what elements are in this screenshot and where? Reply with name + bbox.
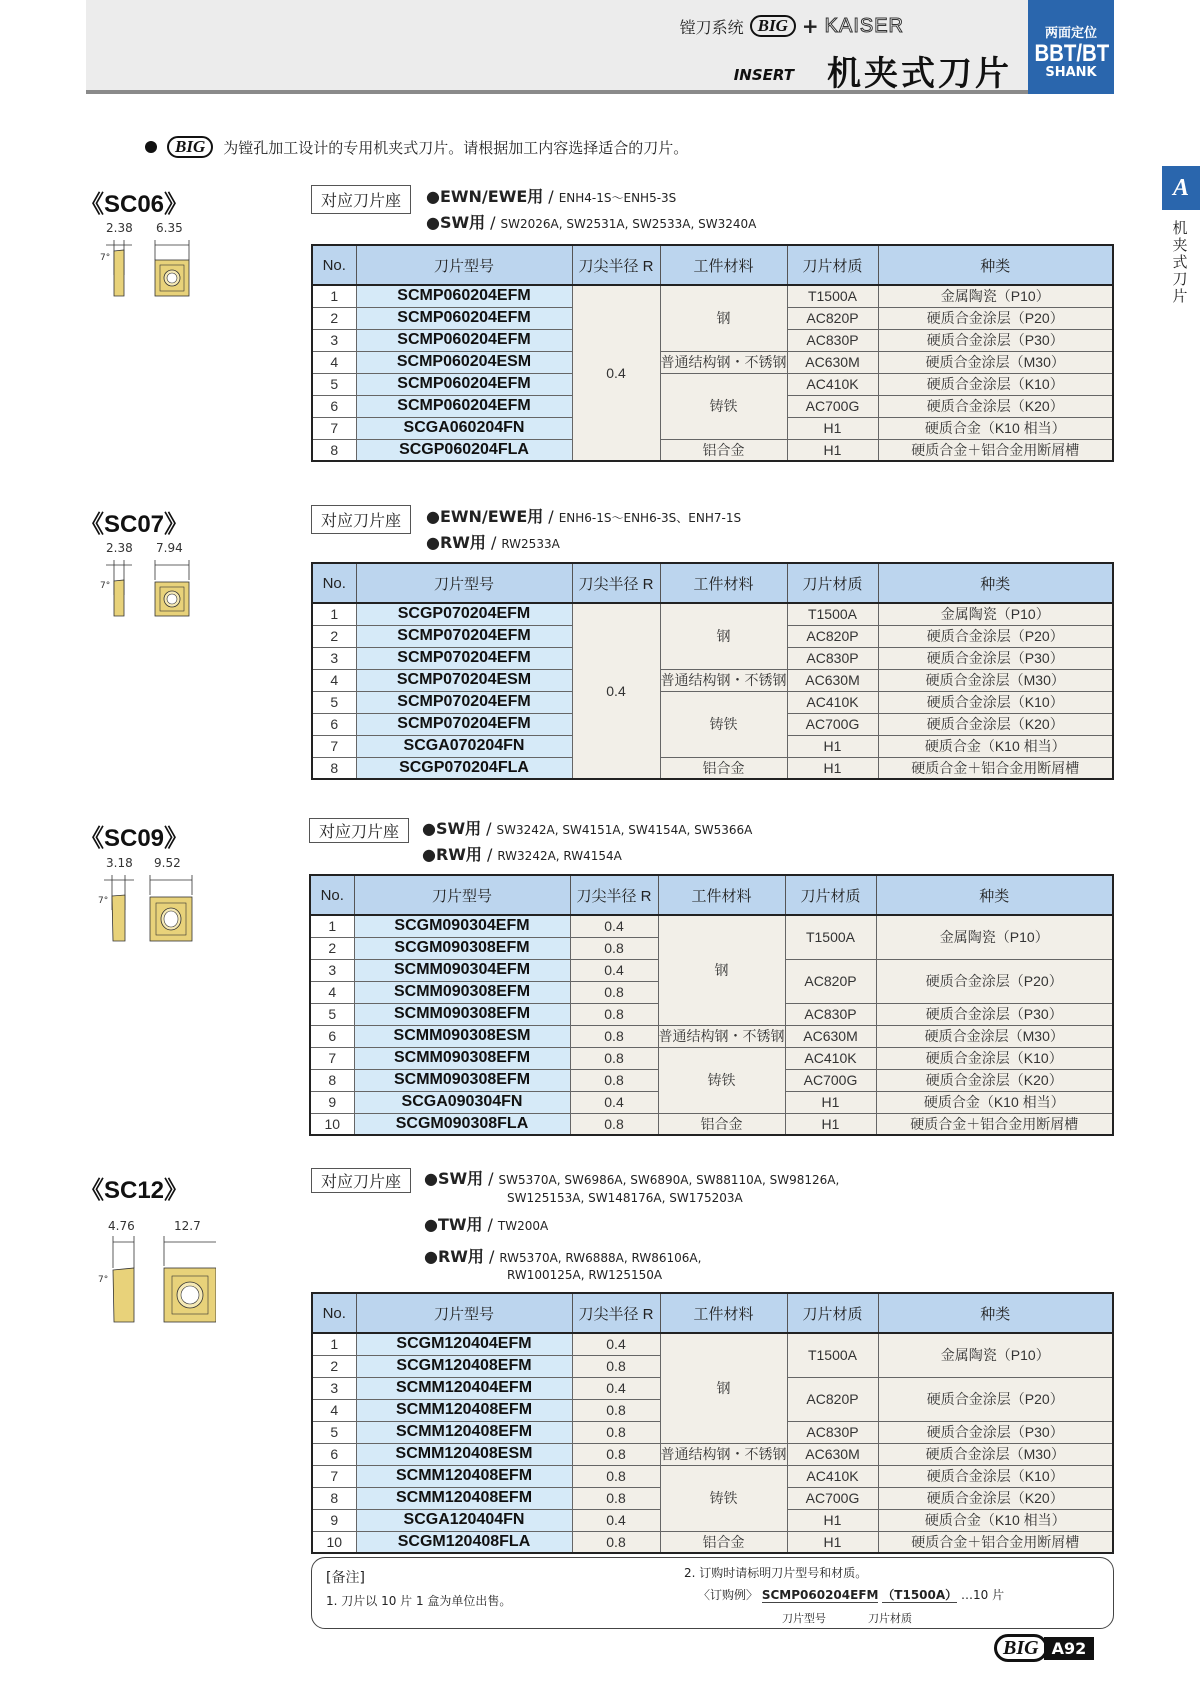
svg-text:7°: 7° <box>100 581 111 591</box>
svg-text:2.38: 2.38 <box>106 221 133 235</box>
example-prefix: 〈订购例〉 <box>698 1588 759 1602</box>
holder-sw: ●SW用 / SW2026A, SW2531A, SW2533A, SW3240A <box>426 213 757 232</box>
table-row: 8 SCMM120408EFM 0.8 AC700G 硬质合金涂层（K20） <box>312 1487 1113 1509</box>
label-model: 刀片型号 <box>782 1612 826 1625</box>
example-grade: （T1500A） <box>882 1588 958 1602</box>
notes-box <box>311 1557 1114 1629</box>
svg-text:2.38: 2.38 <box>106 541 133 555</box>
section-title: 《SC12》 <box>80 1177 189 1204</box>
insert-table-sc06 <box>311 244 1114 462</box>
svg-text:4.76: 4.76 <box>108 1219 135 1233</box>
table-row: 6 SCMM090308ESM 0.8 普通结构钢・不锈钢 AC630M 硬质合金涂层（M30） <box>310 1025 1113 1047</box>
big-logo: BIG <box>994 1634 1048 1662</box>
badge-line1: 两面定位 <box>1044 26 1097 41</box>
insert-table-sc07 <box>311 562 1114 780</box>
svg-text:7°: 7° <box>98 896 109 906</box>
notes-title: [备注] <box>326 1570 365 1586</box>
table-header-row: No. 刀片型号 刀尖半径 R 工件材料 刀片材质 种类 <box>312 563 1113 603</box>
holder-label: 对应刀片座 <box>311 1168 411 1193</box>
table-row: 5 SCMP070204EFM 铸铁 AC410K 硬质合金涂层（K10） <box>312 691 1113 713</box>
big-logo: BIG <box>167 136 213 158</box>
table-row: 2 SCGM120408EFM 0.8 <box>312 1355 1113 1377</box>
page-title: 机夹式刀片 <box>827 54 1012 94</box>
table-header-row: No. 刀片型号 刀尖半径 R 工件材料 刀片材质 种类 <box>312 245 1113 285</box>
table-row: 7 SCMM120408EFM 0.8 铸铁 AC410K 硬质合金涂层（K10） <box>312 1465 1113 1487</box>
table-row: 7 SCGA060204FN H1 硬质合金（K10 相当） <box>312 417 1113 439</box>
header-insert-label: INSERT <box>733 66 794 84</box>
header-system-label: 镗刀系统 <box>679 17 744 37</box>
table-row: 3 SCMM090304EFM 0.4 AC820P 硬质合金涂层（P20） <box>310 959 1113 981</box>
order-example <box>698 1586 1004 1603</box>
table-row: 2 SCMP060204EFM AC820P 硬质合金涂层（P20） <box>312 307 1113 329</box>
table-row: 6 SCMP060204EFM AC700G 硬质合金涂层（K20） <box>312 395 1113 417</box>
bullet-icon <box>145 141 157 153</box>
table-row: 6 SCMP070204EFM AC700G 硬质合金涂层（K20） <box>312 713 1113 735</box>
badge-line2: BBT/BT <box>1034 40 1110 67</box>
insert-table-sc12 <box>311 1292 1114 1554</box>
big-logo: BIG <box>750 15 796 37</box>
intro-line <box>145 136 688 158</box>
table-row: 4 SCMM090308EFM 0.8 <box>310 981 1113 1003</box>
plus-sign: + <box>801 14 819 38</box>
note-1: 1. 刀片以 10 片 1 盒为单位出售。 <box>326 1594 512 1608</box>
kaiser-logo: KAISER <box>824 14 904 37</box>
note-2: 2. 订购时请标明刀片型号和材质。 <box>684 1566 868 1580</box>
table-row: 4 SCMM120408EFM 0.8 <box>312 1399 1113 1421</box>
table-header-row: No. 刀片型号 刀尖半径 R 工件材料 刀片材质 种类 <box>312 1293 1113 1333</box>
chapter-tab[interactable]: A <box>1162 166 1200 210</box>
table-row: 9 SCGA120404FN 0.4 H1 硬质合金（K10 相当） <box>312 1509 1113 1531</box>
label-grade: 刀片材质 <box>868 1612 912 1625</box>
table-row: 7 SCMM090308EFM 0.8 铸铁 AC410K 硬质合金涂层（K10） <box>310 1047 1113 1069</box>
insert-diagram-icon <box>86 1218 216 1328</box>
table-row: 3 SCMP060204EFM AC830P 硬质合金涂层（P30） <box>312 329 1113 351</box>
table-row: 3 SCMM120404EFM 0.4 AC820P 硬质合金涂层（P20） <box>312 1377 1113 1399</box>
holder-rw: ●RW用 / RW2533A <box>426 533 560 552</box>
table-header-row: No. 刀片型号 刀尖半径 R 工件材料 刀片材质 种类 <box>310 875 1113 915</box>
table-row: 1 SCMP060204EFM 0.4 钢 T1500A 金属陶瓷（P10） <box>312 285 1113 307</box>
section-title: 《SC06》 <box>80 191 189 218</box>
table-row: 8 SCGP070204FLA 铝合金 H1 硬质合金＋铝合金用断屑槽 <box>312 757 1113 779</box>
svg-text:6.35: 6.35 <box>156 221 183 235</box>
table-row: 8 SCMM090308EFM 0.8 AC700G 硬质合金涂层（K20） <box>310 1069 1113 1091</box>
holder-rw: ●RW用 / RW5370A, RW6888A, RW86106A, <box>424 1247 702 1266</box>
page-number: A92 <box>1044 1637 1095 1660</box>
page-header <box>86 0 1114 94</box>
table-row: 8 SCGP060204FLA 铝合金 H1 硬质合金＋铝合金用断屑槽 <box>312 439 1113 461</box>
holder-tw: ●TW用 / TW200A <box>424 1215 549 1234</box>
table-row: 10 SCGM120408FLA 0.8 铝合金 H1 硬质合金＋铝合金用断屑槽 <box>312 1531 1113 1553</box>
table-row: 9 SCGA090304FN 0.4 H1 硬质合金（K10 相当） <box>310 1091 1113 1113</box>
example-suffix: …10 片 <box>961 1588 1005 1602</box>
table-row: 10 SCGM090308FLA 0.8 铝合金 H1 硬质合金＋铝合金用断屑槽 <box>310 1113 1113 1135</box>
holder-label: 对应刀片座 <box>311 505 411 534</box>
intro-text: 为镗孔加工设计的专用机夹式刀片。请根据加工内容选择适合的刀片。 <box>223 138 689 157</box>
table-row: 5 SCMM090308EFM 0.8 AC830P 硬质合金涂层（P30） <box>310 1003 1113 1025</box>
svg-text:9.52: 9.52 <box>154 856 181 870</box>
table-row: 4 SCMP060204ESM 普通结构钢・不锈钢 AC630M 硬质合金涂层（M30） <box>312 351 1113 373</box>
header-brand-line <box>680 14 904 38</box>
holder-rw-cont: RW100125A, RW125150A <box>507 1268 663 1282</box>
holder-sw-cont: SW125153A, SW148176A, SW175203A <box>507 1191 743 1205</box>
holder-rw: ●RW用 / RW3242A, RW4154A <box>422 845 622 864</box>
svg-text:7°: 7° <box>100 253 111 263</box>
holder-ewn: ●EWN/EWE用 / ENH4-1S〜ENH5-3S <box>426 187 677 206</box>
table-row: 6 SCMM120408ESM 0.8 普通结构钢・不锈钢 AC630M 硬质合金涂层（M30） <box>312 1443 1113 1465</box>
table-row: 5 SCMM120408EFM 0.8 AC830P 硬质合金涂层（P30） <box>312 1421 1113 1443</box>
svg-text:3.18: 3.18 <box>106 856 133 870</box>
holder-label: 对应刀片座 <box>311 185 411 214</box>
table-row: 5 SCMP060204EFM 铸铁 AC410K 硬质合金涂层（K10） <box>312 373 1113 395</box>
table-row: 2 SCGM090308EFM 0.8 <box>310 937 1113 959</box>
shank-badge <box>1028 0 1114 94</box>
table-row: 4 SCMP070204ESM 普通结构钢・不锈钢 AC630M 硬质合金涂层（M30） <box>312 669 1113 691</box>
page-footer <box>994 1634 1094 1662</box>
svg-text:7°: 7° <box>98 1275 109 1285</box>
holder-ewn: ●EWN/EWE用 / ENH6-1S〜ENH6-3S、ENH7-1S <box>426 507 742 526</box>
insert-diagram-icon <box>92 220 202 300</box>
svg-text:7.94: 7.94 <box>156 541 183 555</box>
chapter-label: 机夹式刀片 <box>1172 219 1188 305</box>
holder-sw: ●SW用 / SW3242A, SW4151A, SW4154A, SW5366A <box>422 819 753 838</box>
table-row: 7 SCGA070204FN H1 硬质合金（K10 相当） <box>312 735 1113 757</box>
section-title: 《SC07》 <box>80 511 189 538</box>
example-model: SCMP060204EFM <box>761 1588 879 1602</box>
holder-label: 对应刀片座 <box>309 818 409 843</box>
insert-diagram-icon <box>92 540 202 620</box>
table-row: 3 SCMP070204EFM AC830P 硬质合金涂层（P30） <box>312 647 1113 669</box>
insert-table-sc09 <box>309 874 1114 1136</box>
insert-diagram-icon <box>92 855 202 945</box>
table-row: 1 SCGM120404EFM 0.4 钢 T1500A 金属陶瓷（P10） <box>312 1333 1113 1355</box>
table-row: 2 SCMP070204EFM AC820P 硬质合金涂层（P20） <box>312 625 1113 647</box>
section-title: 《SC09》 <box>80 825 189 852</box>
badge-line3: SHANK <box>1045 65 1097 80</box>
holder-sw: ●SW用 / SW5370A, SW6986A, SW6890A, SW88110A, SW98126A, <box>424 1169 840 1188</box>
svg-text:12.7: 12.7 <box>174 1219 201 1233</box>
table-row: 1 SCGM090304EFM 0.4 钢 T1500A 金属陶瓷（P10） <box>310 915 1113 937</box>
table-row: 1 SCGP070204EFM 0.4 钢 T1500A 金属陶瓷（P10） <box>312 603 1113 625</box>
